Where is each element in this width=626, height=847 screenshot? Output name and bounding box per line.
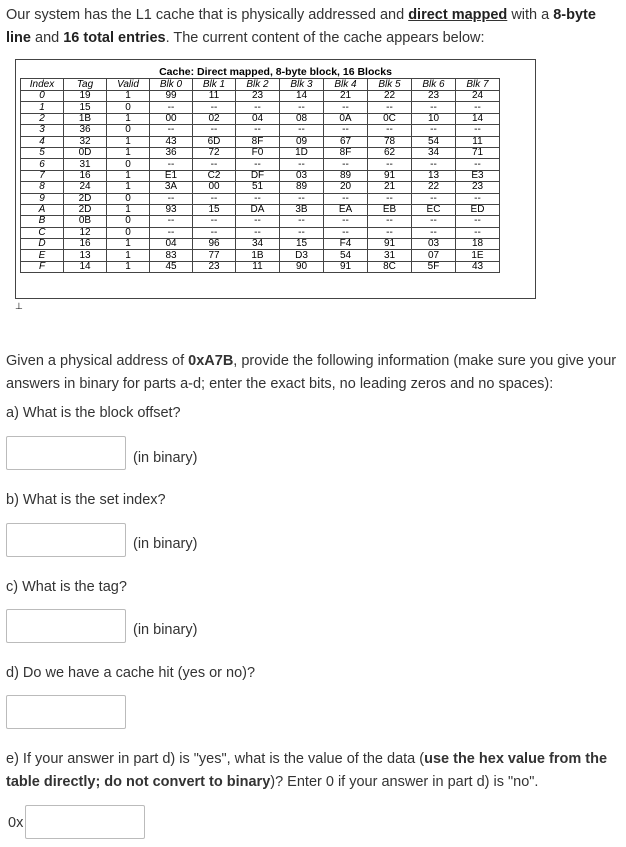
question-d: d) Do we have a cache hit (yes or no)? [6,665,256,681]
cache-data-cell: 15 [193,204,236,215]
cache-data-cell: -- [193,193,236,204]
cache-data-cell: 62 [368,147,412,158]
cache-data-cell: -- [280,227,324,238]
cache-valid-cell: 0 [107,193,150,204]
cache-row [21,250,500,261]
cache-data-cell: C2 [193,170,236,181]
cache-data-cell: 24 [456,91,500,102]
cache-valid-cell: 1 [107,170,150,181]
cache-data-cell: 90 [280,261,324,272]
cache-index-cell: A [21,204,64,215]
cache-row [21,170,500,181]
cache-data-cell: 02 [193,113,236,124]
cache-data-cell: 91 [324,261,368,272]
cache-title: Cache: Direct mapped, 8-byte block, 16 Blocks [159,66,392,78]
cache-data-cell: -- [456,125,500,136]
cache-data-cell: -- [193,159,236,170]
cache-data-cell: -- [456,227,500,238]
cache-data-cell: -- [412,159,456,170]
cache-data-cell: 45 [150,261,193,272]
cache-data-cell: -- [236,159,280,170]
cache-data-cell: E1 [150,170,193,181]
cache-tag-cell: 19 [64,91,107,102]
cache-data-cell: 34 [236,239,280,250]
cache-data-cell: -- [150,216,193,227]
cache-tag-cell: 13 [64,250,107,261]
cache-data-cell: F4 [324,239,368,250]
cache-data-cell: 43 [456,261,500,272]
cache-data-cell: -- [412,216,456,227]
cache-data-cell: 23 [236,91,280,102]
cache-data-cell: 04 [150,239,193,250]
cache-header-cell: Blk 0 [150,79,193,91]
intro-part: and [30,30,64,46]
cache-header-cell: Blk 4 [324,79,368,91]
cache-data-cell: -- [280,159,324,170]
cache-data-cell: -- [324,216,368,227]
text-cursor-mark: ⊥ [15,301,23,311]
cache-hit-input[interactable] [7,696,125,728]
cache-data-cell: 10 [412,113,456,124]
cache-header-cell: Blk 6 [412,79,456,91]
cache-data-cell: EC [412,204,456,215]
question-a: a) What is the block offset? [6,405,181,421]
cache-data-cell: -- [324,159,368,170]
cache-data-cell: 22 [412,182,456,193]
cache-data-cell: 8F [236,136,280,147]
cache-valid-cell: 0 [107,216,150,227]
cache-data-cell: -- [150,227,193,238]
cache-data-cell: -- [412,193,456,204]
cache-tag-cell: 16 [64,170,107,181]
cache-data-cell: 3A [150,182,193,193]
given-part: Given a physical address of [6,353,189,369]
data-value-input[interactable] [26,806,144,838]
cache-data-cell: 13 [412,170,456,181]
cache-data-cell: 11 [193,91,236,102]
cache-row [21,102,500,113]
cache-data-cell: -- [456,193,500,204]
cache-data-cell: 23 [412,91,456,102]
block-offset-input[interactable] [7,437,125,469]
cache-header-cell: Blk 1 [193,79,236,91]
cache-header-cell: Valid [107,79,150,91]
cache-data-cell: 43 [150,136,193,147]
cache-data-cell: 54 [324,250,368,261]
tag-box[interactable] [6,609,126,643]
cache-row [21,159,500,170]
cache-row [21,125,500,136]
cache-valid-cell: 1 [107,147,150,158]
cache-data-cell: 31 [368,250,412,261]
cache-index-cell: 4 [21,136,64,147]
cache-tag-cell: 12 [64,227,107,238]
cache-valid-cell: 1 [107,239,150,250]
cache-row [21,204,500,215]
cache-header-cell: Tag [64,79,107,91]
cache-data-cell: 18 [456,239,500,250]
question-c: c) What is the tag? [6,579,127,595]
intro-line-size: 8-byte line [6,7,596,46]
cache-data-cell: -- [368,125,412,136]
cache-data-cell: 34 [412,147,456,158]
cache-data-cell: 00 [150,113,193,124]
cache-data-cell: 0A [324,113,368,124]
cache-index-cell: 7 [21,170,64,181]
cache-data-cell: 3B [280,204,324,215]
cache-data-cell: 00 [193,182,236,193]
cache-tag-cell: 14 [64,261,107,272]
cache-data-cell: F0 [236,147,280,158]
cache-data-cell: 5F [412,261,456,272]
cache-header-cell: Blk 7 [456,79,500,91]
cache-table [20,78,500,273]
cache-row [21,227,500,238]
question-e-part: )? Enter 0 if your answer in part d) is "no". [270,774,539,790]
cache-valid-cell: 1 [107,204,150,215]
cache-data-cell: -- [193,227,236,238]
cache-data-cell: E3 [456,170,500,181]
question-e [6,748,622,794]
cache-row [21,113,500,124]
set-index-box[interactable] [6,523,126,557]
cache-data-cell: 20 [324,182,368,193]
question-b: b) What is the set index? [6,492,166,508]
cache-tag-cell: 1B [64,113,107,124]
cache-data-cell: 04 [236,113,280,124]
cache-data-cell: 99 [150,91,193,102]
cache-data-cell: -- [236,227,280,238]
cache-header-cell: Index [21,79,64,91]
cache-header-cell: Blk 3 [280,79,324,91]
cache-data-cell: -- [324,125,368,136]
cache-data-cell: 23 [193,261,236,272]
cache-data-cell: ED [456,204,500,215]
cache-data-cell: -- [236,216,280,227]
given-address: 0xA7B [188,353,234,369]
block-offset-box[interactable] [6,436,126,470]
cache-data-cell: DF [236,170,280,181]
cache-data-cell: 09 [280,136,324,147]
cache-header-row [21,79,500,91]
cache-row [21,91,500,102]
intro-direct-mapped: direct mapped [408,7,508,23]
cache-data-cell: 89 [280,182,324,193]
cache-data-cell: -- [236,125,280,136]
unit-label-a: (in binary) [133,450,198,466]
cache-data-cell: -- [324,193,368,204]
cache-data-cell: 54 [412,136,456,147]
given-text [6,350,622,396]
cache-index-cell: E [21,250,64,261]
cache-data-cell: -- [412,102,456,113]
data-value-box[interactable] [25,805,145,839]
cache-data-cell: 0C [368,113,412,124]
cache-data-cell: -- [236,193,280,204]
cache-table-figure [15,59,536,299]
cache-index-cell: 0 [21,91,64,102]
cache-data-cell: 89 [324,170,368,181]
intro-part: with a [507,7,554,23]
cache-data-cell: -- [456,216,500,227]
cache-data-cell: D3 [280,250,324,261]
cache-data-cell: 71 [456,147,500,158]
cache-data-cell: 21 [324,91,368,102]
cache-tag-cell: 16 [64,239,107,250]
cache-valid-cell: 1 [107,136,150,147]
question-e-emphasis: use the hex value from the table directly; do not convert to binary [6,751,608,790]
cache-tag-cell: 2D [64,193,107,204]
cache-data-cell: 14 [280,91,324,102]
cache-tag-cell: 0D [64,147,107,158]
intro-text [6,4,622,50]
cache-header-cell: Blk 5 [368,79,412,91]
cache-tag-cell: 15 [64,102,107,113]
cache-data-cell: -- [368,159,412,170]
cache-data-cell: 67 [324,136,368,147]
cache-valid-cell: 1 [107,113,150,124]
cache-data-cell: -- [324,227,368,238]
cache-tag-cell: 36 [64,125,107,136]
cache-tag-cell: 32 [64,136,107,147]
cache-data-cell: 22 [368,91,412,102]
cache-data-cell: -- [150,125,193,136]
cache-data-cell: 8C [368,261,412,272]
cache-data-cell: 36 [150,147,193,158]
cache-index-cell: C [21,227,64,238]
intro-part: . The current content of the cache appears below: [165,30,485,46]
cache-data-cell: -- [150,159,193,170]
cache-data-cell: 15 [280,239,324,250]
cache-data-cell: -- [280,125,324,136]
cache-index-cell: 1 [21,102,64,113]
cache-valid-cell: 1 [107,182,150,193]
cache-valid-cell: 0 [107,125,150,136]
cache-index-cell: F [21,261,64,272]
cache-data-cell: 07 [412,250,456,261]
cache-index-cell: 8 [21,182,64,193]
cache-tag-cell: 0B [64,216,107,227]
cache-data-cell: -- [368,227,412,238]
cache-index-cell: 6 [21,159,64,170]
cache-valid-cell: 1 [107,91,150,102]
cache-data-cell: 78 [368,136,412,147]
cache-valid-cell: 0 [107,227,150,238]
cache-tag-cell: 31 [64,159,107,170]
cache-row [21,216,500,227]
cache-data-cell: 08 [280,113,324,124]
cache-valid-cell: 0 [107,102,150,113]
cache-data-cell: 1B [236,250,280,261]
cache-data-cell: -- [193,125,236,136]
cache-data-cell: 14 [456,113,500,124]
question-e-part: e) If your answer in part d) is "yes", what is the value of the data ( [6,751,425,767]
cache-index-cell: 5 [21,147,64,158]
cache-data-cell: -- [412,125,456,136]
cache-tag-cell: 2D [64,204,107,215]
cache-data-cell: 72 [193,147,236,158]
hex-prefix: 0x [8,815,24,831]
cache-data-cell: -- [368,216,412,227]
cache-data-cell: 1D [280,147,324,158]
cache-valid-cell: 0 [107,159,150,170]
cache-row [21,261,500,272]
cache-header-cell: Blk 2 [236,79,280,91]
cache-index-cell: D [21,239,64,250]
cache-data-cell: DA [236,204,280,215]
intro-part: Our system has the L1 cache that is physically addressed and [6,7,409,23]
cache-data-cell: -- [456,102,500,113]
cache-data-cell: 11 [236,261,280,272]
cache-data-cell: -- [368,193,412,204]
cache-data-cell: 51 [236,182,280,193]
cache-data-cell: 96 [193,239,236,250]
cache-data-cell: 91 [368,239,412,250]
cache-data-cell: 1E [456,250,500,261]
cache-data-cell: -- [412,227,456,238]
cache-data-cell: -- [193,216,236,227]
cache-valid-cell: 1 [107,250,150,261]
cache-data-cell: 91 [368,170,412,181]
cache-data-cell: EB [368,204,412,215]
unit-label-c: (in binary) [133,622,198,638]
cache-index-cell: 9 [21,193,64,204]
cache-valid-cell: 1 [107,261,150,272]
cache-data-cell: 21 [368,182,412,193]
cache-tag-cell: 24 [64,182,107,193]
cache-data-cell: -- [368,102,412,113]
cache-row [21,239,500,250]
cache-data-cell: -- [150,193,193,204]
set-index-input[interactable] [7,524,125,556]
cache-data-cell: 83 [150,250,193,261]
cache-data-cell: 77 [193,250,236,261]
cache-data-cell: -- [193,102,236,113]
cache-data-cell: -- [456,159,500,170]
tag-input[interactable] [7,610,125,642]
cache-data-cell: -- [280,193,324,204]
cache-data-cell: EA [324,204,368,215]
cache-data-cell: 93 [150,204,193,215]
cache-data-cell: 03 [412,239,456,250]
cache-index-cell: 2 [21,113,64,124]
given-part: , provide the following information (make sure you give your answers in binary for parts a-d; enter the exact bits, no leading zeros and no spaces): [6,353,617,392]
cache-data-cell: -- [280,102,324,113]
cache-data-cell: 23 [456,182,500,193]
cache-row [21,193,500,204]
cache-row [21,147,500,158]
cache-row [21,182,500,193]
cache-data-cell: -- [280,216,324,227]
cache-data-cell: -- [236,102,280,113]
cache-data-cell: 6D [193,136,236,147]
cache-hit-box[interactable] [6,695,126,729]
cache-index-cell: 3 [21,125,64,136]
unit-label-b: (in binary) [133,536,198,552]
cache-data-cell: 8F [324,147,368,158]
cache-data-cell: 03 [280,170,324,181]
cache-row [21,136,500,147]
cache-data-cell: -- [324,102,368,113]
cache-data-cell: -- [150,102,193,113]
cache-index-cell: B [21,216,64,227]
cache-data-cell: 11 [456,136,500,147]
intro-entries: 16 total entries [63,30,166,46]
